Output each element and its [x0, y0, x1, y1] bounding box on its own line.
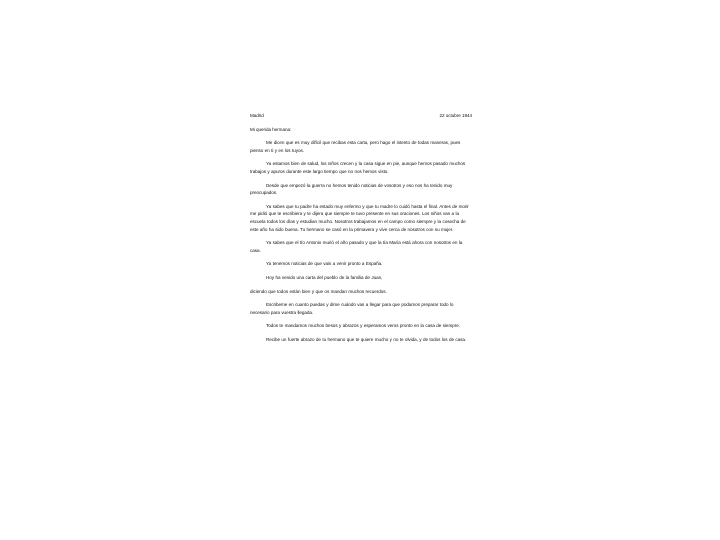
letter-paragraph: Escribeme en cuanto puedas y dime cuándo vas a llegar para que podamos preparar todo lo necesario para vuestra llegada.	[250, 302, 454, 315]
letter-paragraphs	[250, 139, 472, 343]
letter-salutation: Mi querida hermana:	[250, 126, 292, 132]
letter-paragraph: Todos te mandamos muchos besos y abrazos y esperamos veros pronto en la casa de siempre.	[266, 323, 460, 329]
letter-paragraph: Me dicen que es muy difícil que recibas esta carta, pero hago el intento de todas maneras, pues pienso en ti y en los tuyos.	[250, 140, 461, 153]
letter-paragraph: diciendo que todos están bien y que os mandan muchos recuerdos.	[250, 288, 387, 294]
letter-paragraph: Ya estamos bien de salud, los niños crecen y la casa sigue en pie, aunque hemos pasado muchos trabajos y apuros durante este largo tiempo que no nos hemos visto.	[250, 161, 466, 174]
letter-paragraph: Ya sabes que el tío Antonio murió el año pasado y que la tía María está ahora con nosotros en la casa.	[250, 240, 463, 253]
letter-paragraph: Desde que empezó la guerra no hemos tenido noticias de vosotros y eso nos ha tenido muy preocupados.	[250, 182, 453, 196]
letter-place: Madrid	[250, 113, 264, 118]
letter-body	[250, 112, 472, 349]
letter-date: 22 octubre 1944	[439, 113, 472, 118]
letter-header	[250, 112, 472, 120]
letter-paragraph: Ya tenemos noticias de que vais a venir pronto a España.	[266, 261, 383, 267]
letter-paragraph: Hoy ha venido una carta del pueblo de la familia de Juan,	[266, 274, 383, 280]
letter-paragraph: Ya sabes que tu padre ha estado muy enfermo y que tu madre lo cuidó hasta el final. Antes de morir me pidió que te escribiera y te dijera que siempre te tuvo presente en sus oraciones. Los niños van a la escuela todos los días y estudian mucho. Nosotros trabajamos en el campo como siempre y la cosecha de este año ha sido buena. Tu hermano se casó en la primavera y vive cerca de nosotros con su mujer.	[250, 203, 469, 232]
letter-paragraph: Recibe un fuerte abrazo de tu hermano que te quiere mucho y no te olvida, y de todos los de casa.	[266, 336, 467, 342]
